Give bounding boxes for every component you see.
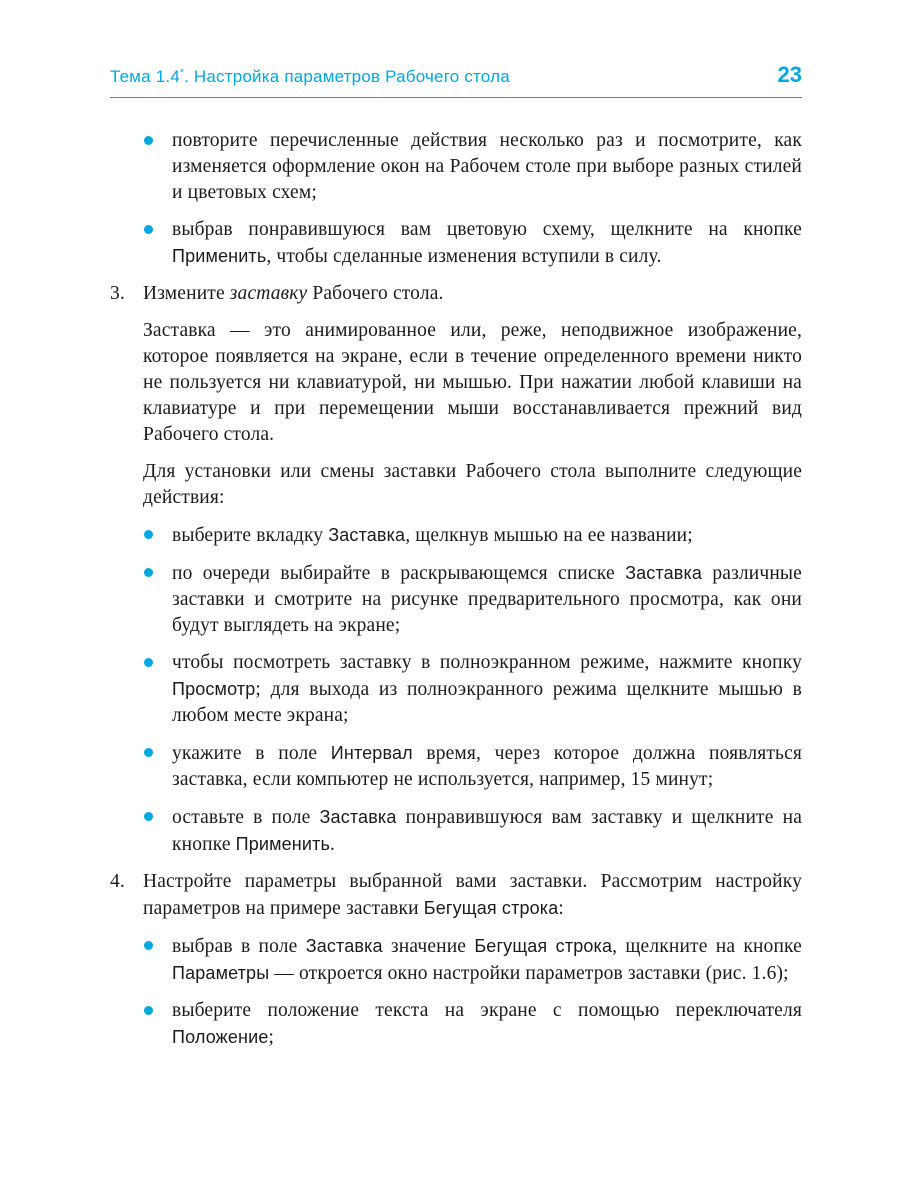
text-segment: ; [268, 1027, 275, 1048]
text-segment: значение [382, 936, 475, 957]
page-content [110, 128, 802, 1062]
header-title-star: * [179, 67, 185, 79]
text-segment: время, через которое должна появляться заставка, если компьютер не используется, например, 15 минут; [172, 743, 802, 790]
list-item [143, 650, 802, 729]
ui-term: Просмотр [172, 679, 256, 699]
list-item [143, 128, 802, 206]
ui-term: Заставка [328, 525, 406, 545]
numbered-item [110, 869, 802, 922]
text-segment: выбрав понравившуюся вам цветовую схему, щелкните на кнопке [172, 219, 802, 240]
item-number: 3. [110, 283, 125, 304]
ui-term: Применить [172, 246, 267, 266]
bullet-icon [144, 530, 153, 539]
bullet-icon [144, 748, 153, 757]
page-header-title [110, 67, 510, 87]
text-segment: . [330, 834, 336, 855]
numbered-item [110, 281, 802, 307]
text-segment: ; для выхода из полноэкранного режима щелкните мышью в любом месте экрана; [172, 679, 802, 726]
text-segment: Для установки или смены заставки Рабочего стола выполните следующие действия: [143, 461, 802, 508]
list-item [143, 560, 802, 639]
text-segment: понравившуюся вам заставку и щелкните на кнопке [172, 807, 802, 855]
bullet-icon [144, 1006, 153, 1015]
text-segment: укажите в поле [172, 743, 331, 764]
bullet-icon [144, 225, 153, 234]
list-item [143, 217, 802, 270]
text-segment: повторите перечисленные действия несколько раз и посмотрите, как изменяется оформление окон на Рабочем столе при выборе разных стилей и цветовых схем; [172, 130, 802, 203]
ui-term: Заставка [305, 936, 383, 956]
ui-term: Интервал [330, 743, 413, 763]
text-segment: различные заставки и смотрите на рисунке предварительного просмотра, как они будут выглядеть на экране; [172, 563, 802, 636]
header-title-suffix: . Настройка параметров Рабочего стола [184, 67, 510, 86]
text-segment: оставьте в поле [172, 807, 320, 828]
bullet-icon [144, 568, 153, 577]
text-segment: выберите вкладку [172, 525, 329, 546]
page-number: 23 [777, 62, 802, 87]
paragraph [143, 318, 802, 448]
list-item [143, 998, 802, 1051]
ui-term: Применить [235, 834, 331, 854]
emphasis-text: заставку [229, 283, 308, 304]
text-segment: : [558, 898, 564, 919]
bullet-icon [144, 812, 153, 821]
list-item [143, 804, 802, 858]
text-segment: выбрав в поле [172, 936, 306, 957]
list-item [143, 522, 802, 549]
text-segment: , чтобы сделанные изменения вступили в силу. [266, 246, 662, 267]
ui-term: Заставка [319, 807, 397, 827]
ui-term: Положение [172, 1027, 269, 1047]
text-segment: Рабочего стола. [307, 283, 444, 304]
text-segment: чтобы посмотреть заставку в полноэкранном режиме, нажмите кнопку [172, 652, 802, 673]
ui-term: Бегущая строка [423, 898, 559, 918]
bullet-icon [144, 941, 153, 950]
text-segment: по очереди выбирайте в раскрывающемся списке [172, 563, 626, 584]
text-segment: выберите положение текста на экране с помощью переключателя [172, 1000, 802, 1021]
item-number: 4. [110, 871, 125, 892]
text-segment: Заставка — это анимированное или, реже, неподвижное изображение, которое появляется на экране, если в течение определенного времени никто не пользуется ни клавиатурой, ни мышью. При нажатии любой клавиши на клавиатуре и при перемещении мыши восстанавливается прежний вид Рабочего стола. [143, 320, 802, 445]
text-segment: Измените [143, 283, 230, 304]
header-title-prefix: Тема 1.4 [110, 67, 180, 86]
text-segment: , щелкните на кнопке [612, 936, 802, 957]
bullet-icon [144, 136, 153, 145]
paragraph [143, 459, 802, 511]
ui-term: Бегущая строка [474, 936, 613, 956]
text-segment: Настройте параметры выбранной вами заставки. Рассмотрим настройку параметров на примере заставки [143, 871, 802, 919]
bullet-icon [144, 658, 153, 667]
ui-term: Параметры [172, 963, 270, 983]
text-segment: — откроется окно настройки параметров заставки (рис. 1.6); [269, 963, 789, 984]
list-item [143, 933, 802, 987]
ui-term: Заставка [625, 563, 703, 583]
text-segment: , щелкнув мышью на ее названии; [405, 525, 693, 546]
page-header [110, 62, 802, 98]
list-item [143, 740, 802, 793]
